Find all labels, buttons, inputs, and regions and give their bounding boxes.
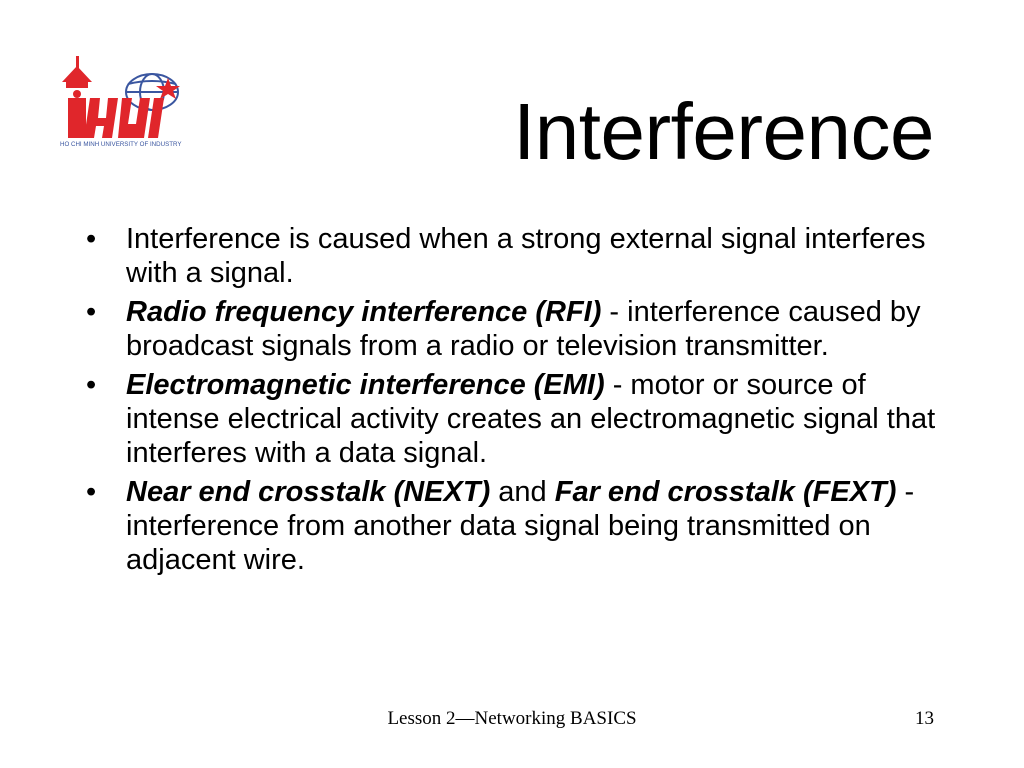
bullet-connector: and [490,476,555,508]
bullet-term: Electromagnetic interference (EMI) [126,369,605,401]
bullet-text: - interference from another data signal being transmitted on adjacent wire. [126,476,915,576]
bullet-icon: • [86,223,97,255]
bullet-term-2: Far end crosstalk (FEXT) [554,476,897,508]
bullet-item-interference [86,222,946,290]
page-number: 13 [915,708,934,729]
bullet-item-emi [86,368,946,470]
bullet-text: interference caused by broadcast signals from a radio or television transmitter. [126,296,921,362]
university-logo [56,52,196,148]
bullet-separator: - [601,296,628,328]
bullet-list [86,222,946,582]
bullet-item-rfi [86,295,946,363]
bullet-icon: • [86,476,97,508]
bullet-term: Near end crosstalk (NEXT) [126,476,491,508]
bullet-text: Interference is caused when a strong external signal interferes with a signal. [126,223,926,289]
bullet-separator: - [604,369,631,401]
logo-caption: HO CHI MINH UNIVERSITY OF INDUSTRY [60,141,182,148]
footer-lesson-title: Lesson 2—Networking BASICS [387,708,637,729]
bullet-text: motor or source of intense electrical activity creates an electromagnetic signal that interferes with a data signal. [126,369,936,469]
bullet-item-crosstalk [86,475,946,577]
slide-title: Interference [513,87,934,176]
hui-logo-icon [56,52,196,148]
bullet-icon: • [86,296,97,328]
bullet-term: Radio frequency interference (RFI) [126,296,602,328]
bullet-icon: • [86,369,97,401]
